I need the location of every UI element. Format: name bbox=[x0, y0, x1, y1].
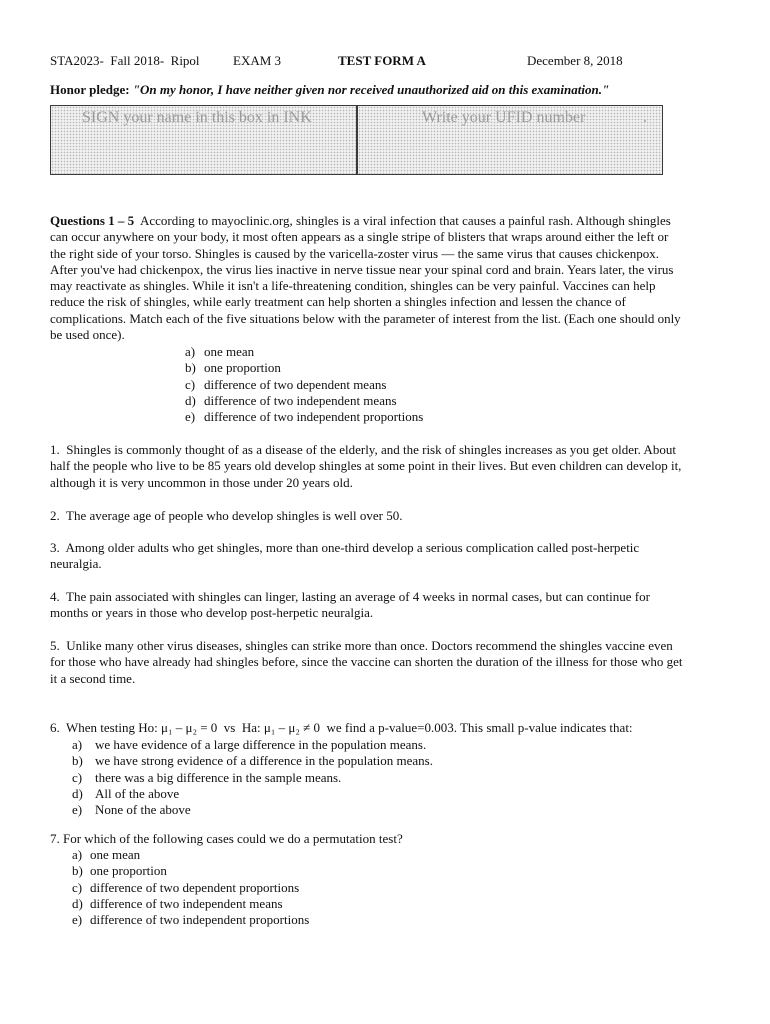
option-text: difference of two dependent proportions bbox=[90, 879, 300, 895]
matching-intro-line: be used once). bbox=[50, 327, 125, 343]
option-letter: a) bbox=[72, 847, 83, 862]
question-line: half the people who live to be 85 years old develop shingles at some point in their lives. But even children can develop it, bbox=[50, 458, 682, 474]
question-line: for those who have already had shingles before, since the vaccine can shorten the duration of the illness for those who get bbox=[50, 654, 683, 670]
option-text: difference of two independent proportions bbox=[90, 912, 310, 928]
signature-box bbox=[50, 105, 663, 175]
q6-option-d bbox=[72, 786, 433, 802]
matching-intro-line: complications. Match each of the five situations below with the parameter of interest from the list. (Each one should only bbox=[50, 310, 681, 326]
q7-option-e bbox=[72, 912, 309, 928]
matching-intro-line: may reactivate as shingles. While it isn't a life-threatening condition, shingles can be very painful. Vaccines can help bbox=[50, 278, 656, 294]
option-text: we have strong evidence of a difference in the population means. bbox=[95, 753, 433, 769]
matching-option-a bbox=[185, 344, 423, 360]
option-text: difference of two independent means bbox=[204, 392, 397, 408]
question-1 bbox=[50, 442, 681, 491]
option-letter: c) bbox=[185, 376, 196, 392]
matching-intro-line: the right side of your torso. Shingles is caused by the varicella-zoster virus — the same virus that causes chickenpox. bbox=[50, 245, 660, 261]
option-text: one proportion bbox=[90, 863, 167, 879]
option-text: one proportion bbox=[204, 360, 281, 376]
option-text: there was a big difference in the sample means. bbox=[95, 769, 342, 785]
option-letter: a) bbox=[185, 344, 196, 359]
matching-option-e bbox=[185, 409, 423, 425]
matching-option-d bbox=[185, 393, 423, 409]
question-7-options bbox=[72, 847, 309, 928]
option-text: difference of two independent proportions bbox=[204, 409, 424, 425]
test-form: TEST FORM A bbox=[338, 53, 426, 68]
option-letter: e) bbox=[72, 912, 83, 928]
question-line: it a second time. bbox=[50, 670, 136, 686]
exam-number: EXAM 3 bbox=[233, 53, 282, 68]
matching-intro bbox=[50, 213, 740, 343]
matching-label: Questions 1 – 5 bbox=[50, 213, 135, 228]
option-letter: d) bbox=[72, 895, 83, 911]
question-5 bbox=[50, 638, 682, 687]
question-line: neuralgia. bbox=[50, 556, 102, 572]
question-7-stem: 7. For which of the following cases could we do a permutation test? bbox=[50, 831, 403, 846]
honor-pledge-label: Honor pledge: bbox=[50, 82, 130, 97]
matching-intro-line: can occur anywhere on your body, it most often appears as a single stripe of blisters that wraps around either the left or bbox=[50, 229, 669, 245]
matching-intro-line: reduce the risk of shingles, while early treatment can help shorten a shingles infection and lessen the chance of bbox=[50, 294, 626, 310]
option-text: difference of two independent means bbox=[90, 895, 283, 911]
ufid-prompt: Write your UFID number bbox=[422, 109, 586, 126]
q6-option-b bbox=[72, 753, 433, 769]
honor-pledge bbox=[50, 82, 609, 98]
option-text: we have evidence of a large difference in the population means. bbox=[95, 737, 427, 752]
question-line: months or years in those who develop post-herpetic neuralgia. bbox=[50, 605, 374, 621]
question-6-stem: 6. When testing Ho: μ₁ – μ₂ = 0 vs Ha: μ₁ – μ₂ ≠ 0 we find a p-value=0.003. This small p-value indicates that: bbox=[50, 720, 633, 735]
option-text: difference of two dependent means bbox=[204, 376, 387, 392]
question-2 bbox=[50, 508, 402, 524]
matching-intro-text: According to mayoclinic.org, shingles is a viral infection that causes a painful rash. Although shingles bbox=[134, 213, 671, 228]
matching-option-b bbox=[185, 360, 423, 376]
question-3 bbox=[50, 540, 639, 573]
matching-intro-line: After you've had chickenpox, the virus lies inactive in nerve tissue near your spinal cord and brain. Years later, the virus bbox=[50, 261, 674, 277]
question-line: although it is very uncommon in those under 20 years old. bbox=[50, 474, 353, 490]
course-info: STA2023- Fall 2018- Ripol bbox=[50, 53, 200, 68]
q7-option-d bbox=[72, 896, 309, 912]
option-letter: c) bbox=[72, 769, 83, 785]
option-text: one mean bbox=[204, 344, 255, 359]
signature-field[interactable] bbox=[51, 106, 358, 174]
option-letter: d) bbox=[72, 785, 83, 801]
option-letter: b) bbox=[72, 863, 83, 879]
signature-prompt: SIGN your name in this box in INK bbox=[82, 109, 312, 126]
option-letter: b) bbox=[185, 360, 196, 376]
ufid-mark: . bbox=[643, 109, 647, 126]
option-text: one mean bbox=[90, 847, 141, 862]
q6-option-c bbox=[72, 770, 433, 786]
option-text: All of the above bbox=[95, 785, 180, 801]
q6-option-a bbox=[72, 737, 433, 753]
honor-pledge-text: "On my honor, I have neither given nor received unauthorized aid on this examination." bbox=[132, 82, 610, 97]
question-4 bbox=[50, 589, 650, 622]
q6-option-e bbox=[72, 802, 433, 818]
option-letter: a) bbox=[72, 737, 83, 752]
exam-date: December 8, 2018 bbox=[527, 53, 623, 68]
question-line: 5. Unlike many other virus diseases, shingles can strike more than once. Doctors recommend the shingles vaccine even bbox=[50, 638, 673, 653]
question-line: 2. The average age of people who develop shingles is well over 50. bbox=[50, 508, 403, 523]
option-letter: c) bbox=[72, 879, 83, 895]
option-letter: e) bbox=[185, 409, 196, 425]
q7-option-a bbox=[72, 847, 309, 863]
question-line: 3. Among older adults who get shingles, more than one-third develop a serious complication called post-herpetic bbox=[50, 540, 640, 555]
q7-option-b bbox=[72, 863, 309, 879]
question-6-options bbox=[72, 737, 433, 818]
matching-intro-line bbox=[50, 213, 740, 229]
question-line: 1. Shingles is commonly thought of as a disease of the elderly, and the risk of shingles increases as you get older. About bbox=[50, 442, 676, 457]
option-letter: b) bbox=[72, 753, 83, 769]
matching-options bbox=[185, 344, 423, 425]
q7-option-c bbox=[72, 880, 309, 896]
option-letter: e) bbox=[72, 802, 83, 818]
question-line: 4. The pain associated with shingles can linger, lasting an average of 4 weeks in normal cases, but can continue for bbox=[50, 589, 650, 604]
ufid-field[interactable] bbox=[358, 106, 662, 174]
matching-option-c bbox=[185, 377, 423, 393]
option-letter: d) bbox=[185, 392, 196, 408]
option-text: None of the above bbox=[95, 802, 191, 818]
